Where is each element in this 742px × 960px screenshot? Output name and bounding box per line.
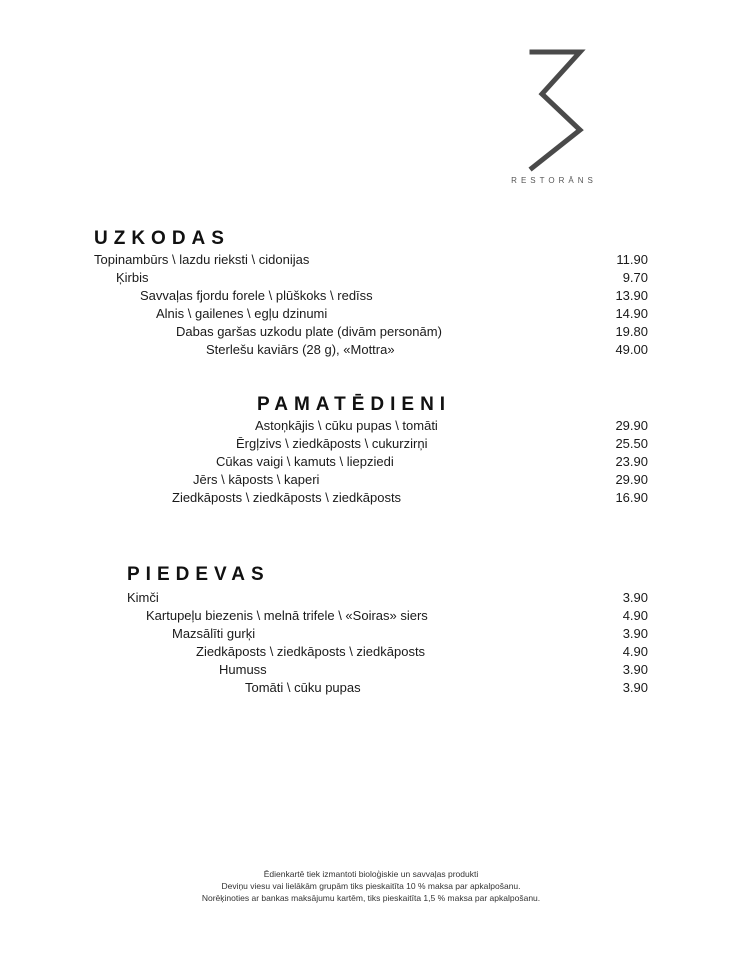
menu-item-price: 3.90 (622, 680, 648, 695)
menu-item-price: 11.90 (616, 252, 648, 267)
menu-item-name: Kimči (127, 590, 159, 605)
menu-item-price: 23.90 (615, 454, 648, 469)
menu-item-price: 9.70 (622, 270, 648, 285)
menu-item-price: 3.90 (622, 662, 648, 677)
menu-item-price: 4.90 (622, 644, 648, 659)
menu-footer (0, 868, 742, 904)
footer-note-card-fee: Norēķinoties ar bankas maksājumu kartēm, tiks pieskaitīta 1,5 % maksa par apkalpošanu. (201, 893, 541, 903)
menu-item-name: Mazsālīti gurķi (172, 626, 256, 641)
menu-item-name: Ērgļzivs \ ziedkāposts \ cukurzirņi (236, 436, 428, 451)
menu-item-price: 19.80 (615, 324, 648, 339)
menu-item-name: Topinambūrs \ lazdu rieksti \ cidonijas (94, 252, 310, 267)
menu-item-name: Ziedkāposts \ ziedkāposts \ ziedkāposts (172, 490, 402, 505)
menu-item-price: 3.90 (622, 626, 648, 641)
menu-item-name: Tomāti \ cūku pupas (245, 680, 361, 695)
footer-note-organic: Ēdienkartē tiek izmantoti bioloģiskie un savvaļas produkti (263, 869, 479, 879)
menu-item-name: Ķirbis (116, 270, 149, 285)
menu-item-price: 29.90 (615, 418, 648, 433)
menu-item-name: Sterlešu kaviārs (28 g), «Mottra» (206, 342, 395, 357)
section-title-uzkodas: UZKODAS (94, 228, 230, 249)
menu-item-price: 14.90 (615, 306, 648, 321)
menu-item-price: 13.90 (615, 288, 648, 303)
menu-item-price: 4.90 (622, 608, 648, 623)
menu-item-price: 25.50 (615, 436, 648, 451)
section-title-pamatedieni: PAMATĒDIENI (257, 394, 452, 415)
menu-item-name: Cūkas vaigi \ kamuts \ liepziedi (216, 454, 394, 469)
logo-wordmark: RESTORĀNS (511, 176, 597, 185)
menu-item-price: 3.90 (622, 590, 648, 605)
menu-item-name: Astoņkājis \ cūku pupas \ tomāti (255, 418, 438, 433)
menu-item-name: Dabas garšas uzkodu plate (divām personām) (176, 324, 442, 339)
section-title-piedevas: PIEDEVAS (127, 564, 270, 585)
menu-item-name: Jērs \ kāposts \ kaperi (193, 472, 320, 487)
number-three-icon (528, 48, 586, 172)
menu-item-name: Ziedkāposts \ ziedkāposts \ ziedkāposts (196, 644, 426, 659)
menu-item-name: Humuss (219, 662, 267, 677)
menu-item-name: Alnis \ gailenes \ egļu dzinumi (156, 306, 328, 321)
menu-item-price: 16.90 (615, 490, 648, 505)
menu-item-name: Kartupeļu biezenis \ melnā trifele \ «Soiras» siers (146, 608, 428, 623)
footer-note-group-fee: Deviņu viesu vai lielākām grupām tiks pieskaitīta 10 % maksa par apkalpošanu. (221, 881, 521, 891)
menu-item-name: Savvaļas fjordu forele \ plūškoks \ redīss (140, 288, 373, 303)
menu-item-price: 49.00 (615, 342, 648, 357)
menu-item-price: 29.90 (615, 472, 648, 487)
